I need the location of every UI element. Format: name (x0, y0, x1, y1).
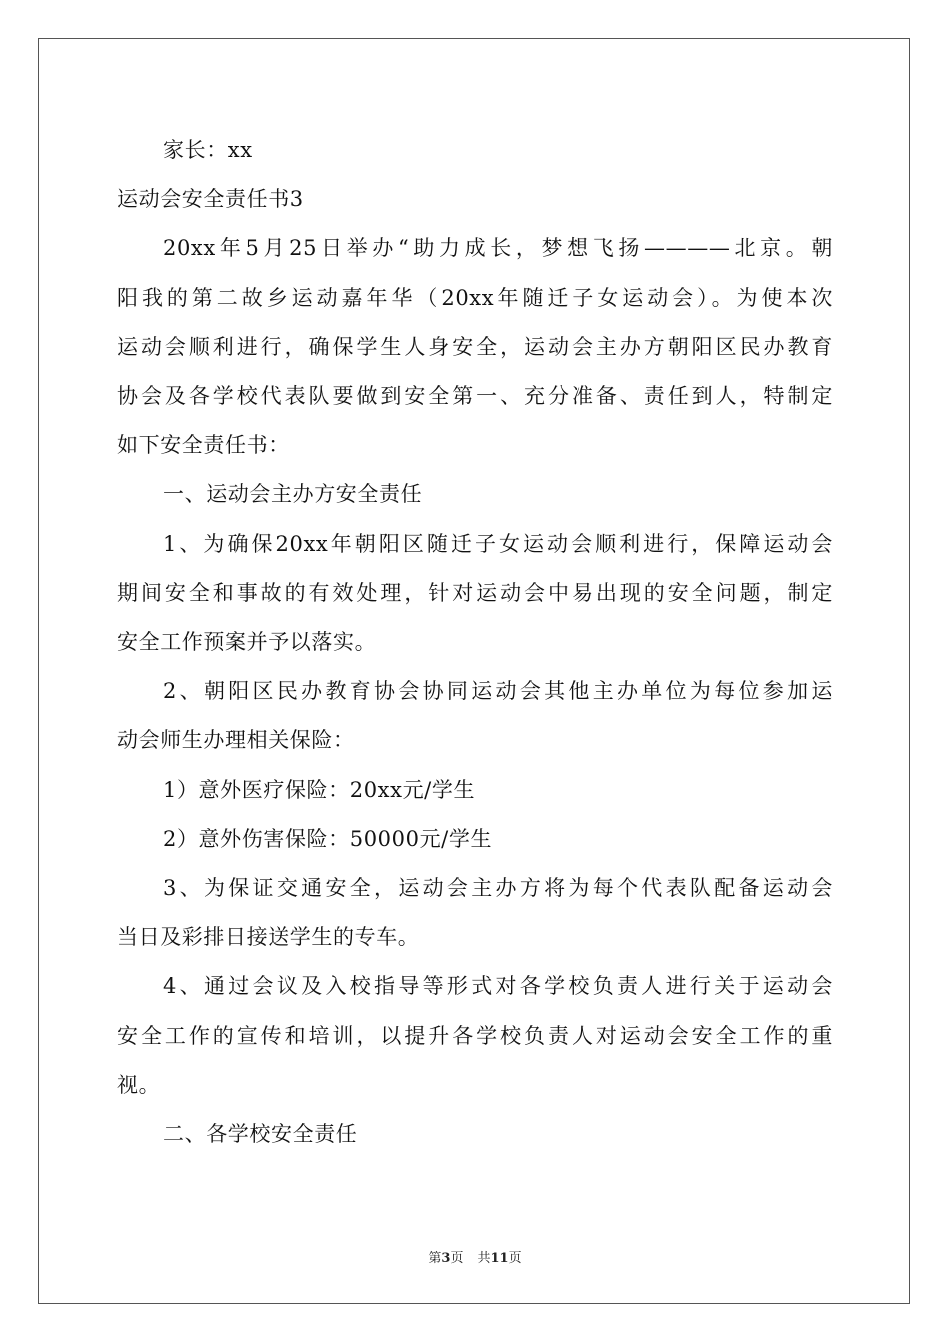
text-line: 如下安全责任书： (117, 433, 290, 458)
text-line: 安全工作的宣传和培训，以提升各学校负责人对运动会安全工作的重 (117, 1023, 833, 1048)
document-body (117, 126, 833, 1159)
text-line: 1、为确保20xx年朝阳区随迁子女运动会顺利进行，保障运动会 (163, 531, 833, 556)
text-line: 1）意外医疗保险：20xx元/学生 (163, 777, 476, 802)
text-line: 2、朝阳区民办教育协会协同运动会其他主办单位为每位参加运 (163, 679, 833, 704)
text-line: 视。 (117, 1072, 161, 1097)
text-line: 二、各学校安全责任 (163, 1122, 358, 1147)
text-line: 期间安全和事故的有效处理，针对运动会中易出现的安全问题，制定 (117, 580, 833, 605)
footer-page-number: 3 (441, 1251, 451, 1266)
footer-total-suffix: 页 (508, 1251, 522, 1266)
text-line: 3、为保证交通安全，运动会主办方将为每个代表队配备运动会 (163, 876, 833, 901)
text-line: 当日及彩排日接送学生的专车。 (117, 925, 420, 950)
footer-page-suffix: 页 (450, 1251, 464, 1266)
text-line: 4、通过会议及入校指导等形式对各学校负责人进行关于运动会 (163, 974, 833, 999)
text-line: 家长：xx (163, 138, 253, 162)
text-line: 20xx年5月25日举办“助力成长，梦想飞扬————北京。朝 (163, 236, 833, 261)
text-line: 2）意外伤害保险：50000元/学生 (163, 826, 493, 851)
text-line: 协会及各学校代表队要做到安全第一、充分准备、责任到人，特制定 (117, 384, 833, 409)
footer-total-number: 11 (490, 1251, 509, 1266)
text-line: 一、运动会主办方安全责任 (163, 482, 423, 507)
page-footer (0, 1247, 950, 1266)
footer-page-prefix: 第 (428, 1251, 442, 1266)
footer-total-prefix: 共 (477, 1251, 491, 1266)
text-line: 运动会安全责任书3 (117, 187, 304, 212)
text-line: 阳我的第二故乡运动嘉年华（20xx年随迁子女运动会）。为使本次 (117, 285, 833, 310)
text-line: 运动会顺利进行，确保学生人身安全，运动会主办方朝阳区民办教育 (117, 334, 833, 359)
text-line: 安全工作预案并予以落实。 (117, 630, 377, 655)
text-line: 动会师生办理相关保险： (117, 728, 355, 753)
